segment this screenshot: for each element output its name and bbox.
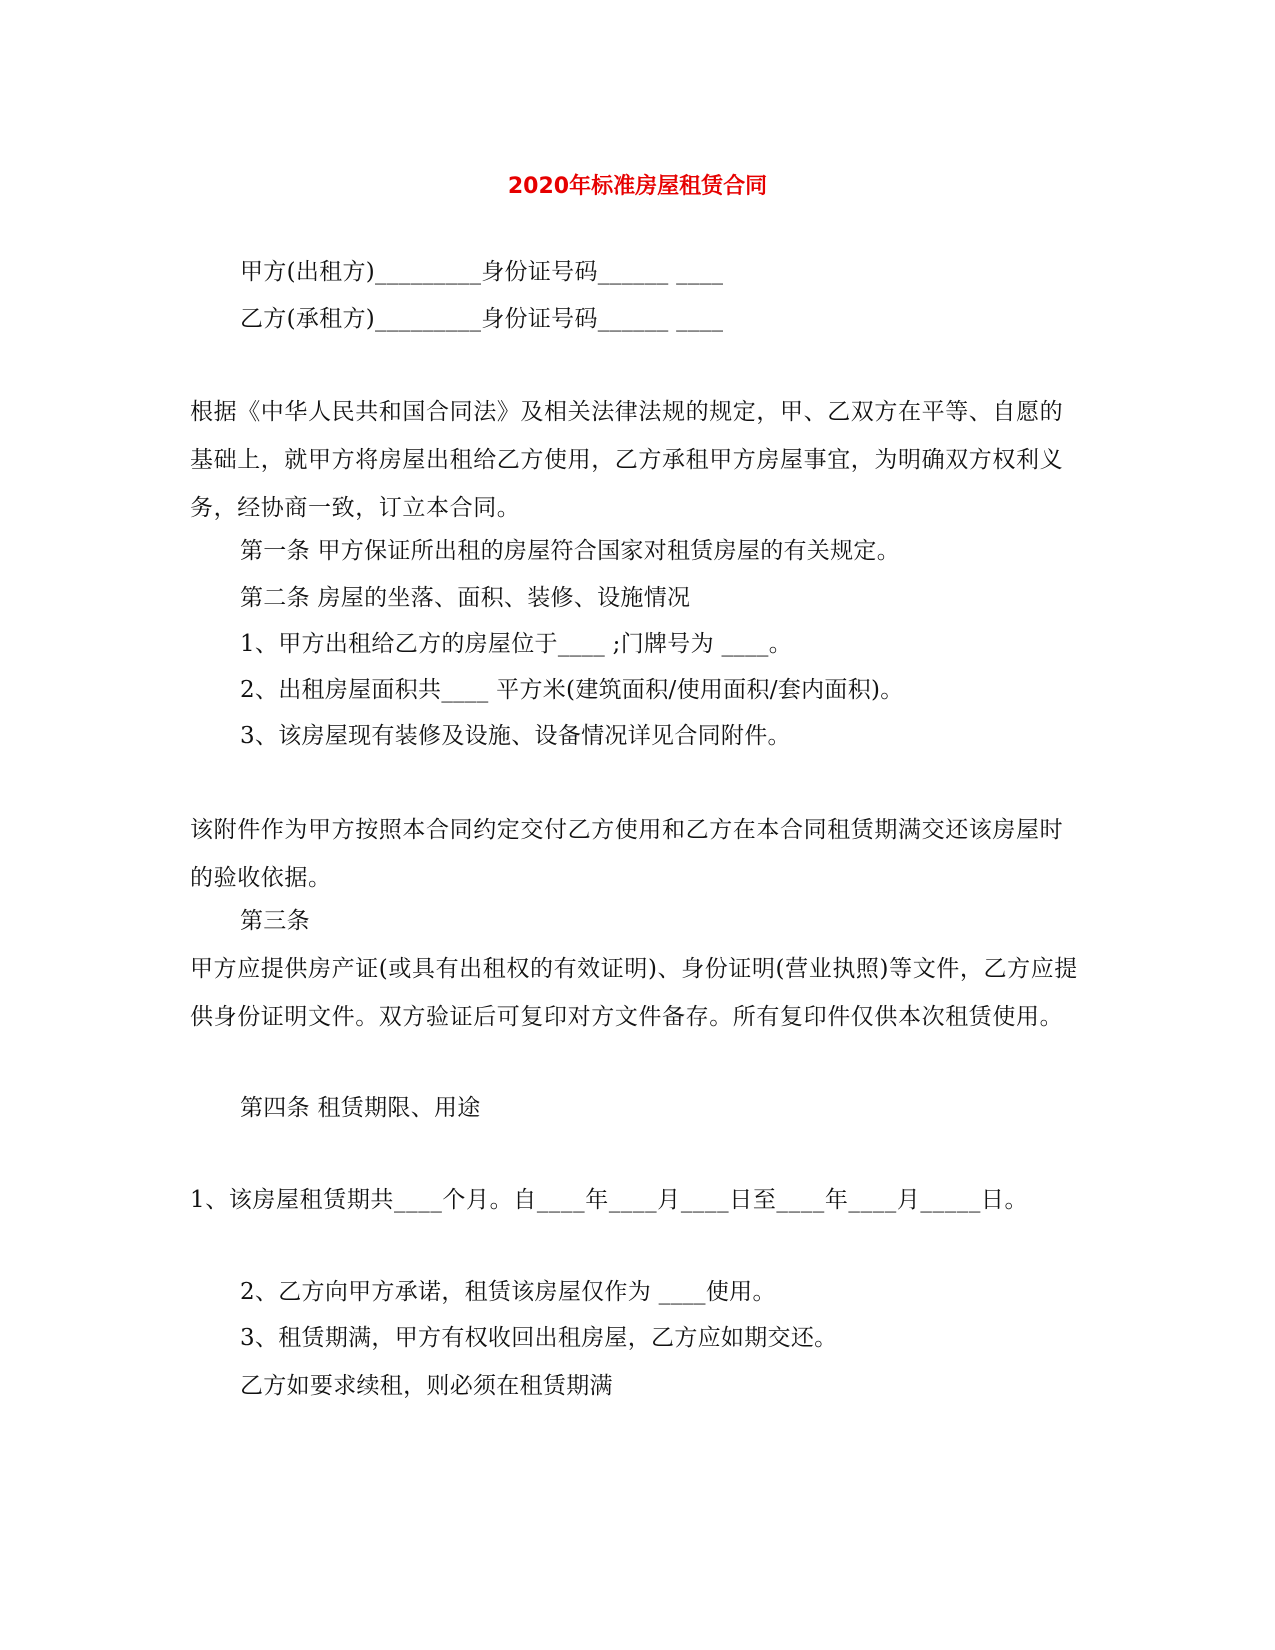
article-1: 第一条 甲方保证所出租的房屋符合国家对租赁房屋的有关规定。 [240,538,901,564]
preamble-paragraph: 根据《中华人民共和国合同法》及相关法律法规的规定，甲、乙双方在平等、自愿的基础上，就甲方将房屋出租给乙方使用，乙方承租甲方房屋事宜，为明确双方权利义务，经协商一致，订立本合同。 [190,399,1064,521]
article-2-heading: 第二条 房屋的坐落、面积、装修、设施情况 [240,585,691,611]
article-4-heading: 第四条 租赁期限、用途 [240,1095,481,1121]
annex-note-paragraph: 该附件作为甲方按照本合同约定交付乙方使用和乙方在本合同租赁期满交还该房屋时的验收依据。 [190,817,1064,891]
article-4-item-1: 1、该房屋租赁期共____个月。自____年____月____日至____年____月_____日。 [190,1187,1029,1213]
document-title: 2020年标准房屋租赁合同 [507,174,768,199]
party-a-line: 甲方(出租方)_________身份证号码______ ____ [240,259,724,285]
article-2-item-1: 1、甲方出租给乙方的房屋位于____ ;门牌号为 ____。 [240,631,793,657]
article-4-item-3: 3、租赁期满，甲方有权收回出租房屋，乙方应如期交还。 [240,1325,838,1351]
article-3-heading: 第三条 [240,908,310,934]
article-3-body: 甲方应提供房产证(或具有出租权的有效证明)、身份证明(营业执照)等文件，乙方应提供身份证明文件。双方验证后可复印对方文件备存。所有复印件仅供本次租赁使用。 [190,956,1078,1030]
party-b-line: 乙方(承租方)_________身份证号码______ ____ [240,306,724,332]
article-4-item-2: 2、乙方向甲方承诺，租赁该房屋仅作为 ____使用。 [240,1279,776,1305]
article-4-item-4: 乙方如要求续租，则必须在租赁期满 [240,1373,613,1399]
article-2-item-2: 2、出租房屋面积共____ 平方米(建筑面积/使用面积/套内面积)。 [240,677,904,703]
article-2-item-3: 3、该房屋现有装修及设施、设备情况详见合同附件。 [240,723,791,749]
